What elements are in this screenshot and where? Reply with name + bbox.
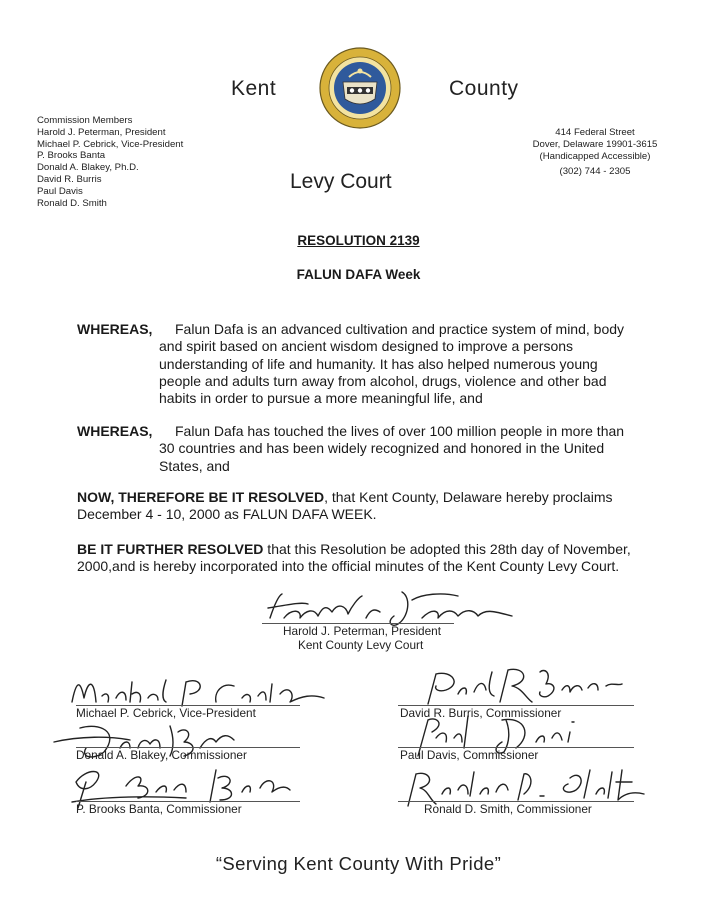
resolved-text: , that Kent County, Delaware hereby proclaims (324, 489, 613, 505)
left-signer-3: P. Brooks Banta, Commissioner (76, 802, 242, 816)
members-heading: Commission Members (37, 115, 133, 126)
whereas-paragraph-1 (175, 321, 624, 338)
paragraph-line: people and adults turn away from alcohol, drugs, violence and other bad (159, 372, 607, 389)
header-kent: Kent (231, 77, 277, 100)
left-signer-1: Michael P. Cebrick, Vice-President (76, 706, 256, 720)
paragraph-line: States, and (159, 457, 230, 474)
paragraph-line: 30 countries and has been widely recognized and honored in the United (159, 440, 605, 457)
president-signature (262, 588, 522, 628)
whereas-label-2: WHEREAS, (77, 423, 153, 439)
resolved-dates: December 4 - 10, 2000 as FALUN DAFA WEEK. (77, 506, 377, 523)
member-item: P. Brooks Banta (37, 150, 106, 162)
member-item: Donald A. Blakey, Ph.D. (37, 162, 139, 174)
resolution-subtitle: FALUN DAFA Week (296, 267, 421, 282)
resolved-paragraph (77, 489, 613, 524)
whereas-paragraph-2 (175, 423, 624, 440)
left-signer-2: Donald A. Blakey, Commissioner (76, 748, 247, 762)
member-item: Harold J. Peterman, President (37, 126, 166, 138)
president-name: Harold J. Peterman, President (283, 624, 442, 638)
resolved-heading: NOW, THEREFORE BE IT RESOLVED (77, 489, 325, 505)
further-resolved-paragraph (77, 541, 631, 576)
paragraph-line: and spirit based on ancient wisdom designed to improve a persons (159, 338, 574, 355)
paragraph-line: Falun Dafa is an advanced cultivation and practice system of mind, body (175, 321, 625, 337)
paragraph-line: habits in order to pursue a more meaningful life, and (159, 390, 483, 407)
right-signer-1: David R. Burris, Commissioner (400, 706, 562, 720)
further-resolved-heading: BE IT FURTHER RESOLVED (77, 541, 264, 557)
whereas-paragraph-2-cont (159, 440, 604, 475)
paragraph-line: Falun Dafa has touched the lives of over 100 million people in more than (175, 423, 625, 439)
whereas-label-1: WHEREAS, (77, 321, 153, 337)
address-accessible: (Handicapped Accessible) (539, 151, 651, 163)
member-item: Paul Davis (37, 185, 83, 197)
further-resolved-text-2: 2000,and is hereby incorporated into the official minutes of the Kent County Levy Court. (77, 558, 620, 575)
paragraph-line: understanding of life and humanity. It has also helped numerous young (159, 355, 598, 372)
member-item: Ronald D. Smith (37, 197, 107, 209)
whereas-paragraph-1-cont (159, 338, 645, 407)
right-signer-2: Paul Davis, Commissioner (400, 748, 539, 762)
footer-motto: “Serving Kent County With Pride” (215, 853, 502, 874)
member-item: Michael P. Cebrick, Vice-President (37, 138, 184, 150)
levy-court-title: Levy Court (290, 170, 392, 193)
right-signer-3: Ronald D. Smith, Commissioner (424, 802, 592, 816)
member-item: David R. Burris (37, 173, 102, 185)
address-city: Dover, Delaware 19901-3615 (532, 139, 658, 151)
commission-members-list (37, 115, 183, 209)
address-street: 414 Federal Street (555, 127, 635, 138)
burris-signature (422, 664, 642, 710)
header-county: County (449, 77, 519, 100)
county-seal-logo (319, 47, 401, 129)
further-resolved-text: that this Resolution be adopted this 28th day of November, (263, 541, 631, 557)
address-phone: (302) 744 - 2305 (559, 165, 631, 177)
resolution-title: RESOLUTION 2139 (297, 233, 420, 248)
address-block (525, 127, 665, 178)
president-org: Kent County Levy Court (298, 638, 424, 652)
